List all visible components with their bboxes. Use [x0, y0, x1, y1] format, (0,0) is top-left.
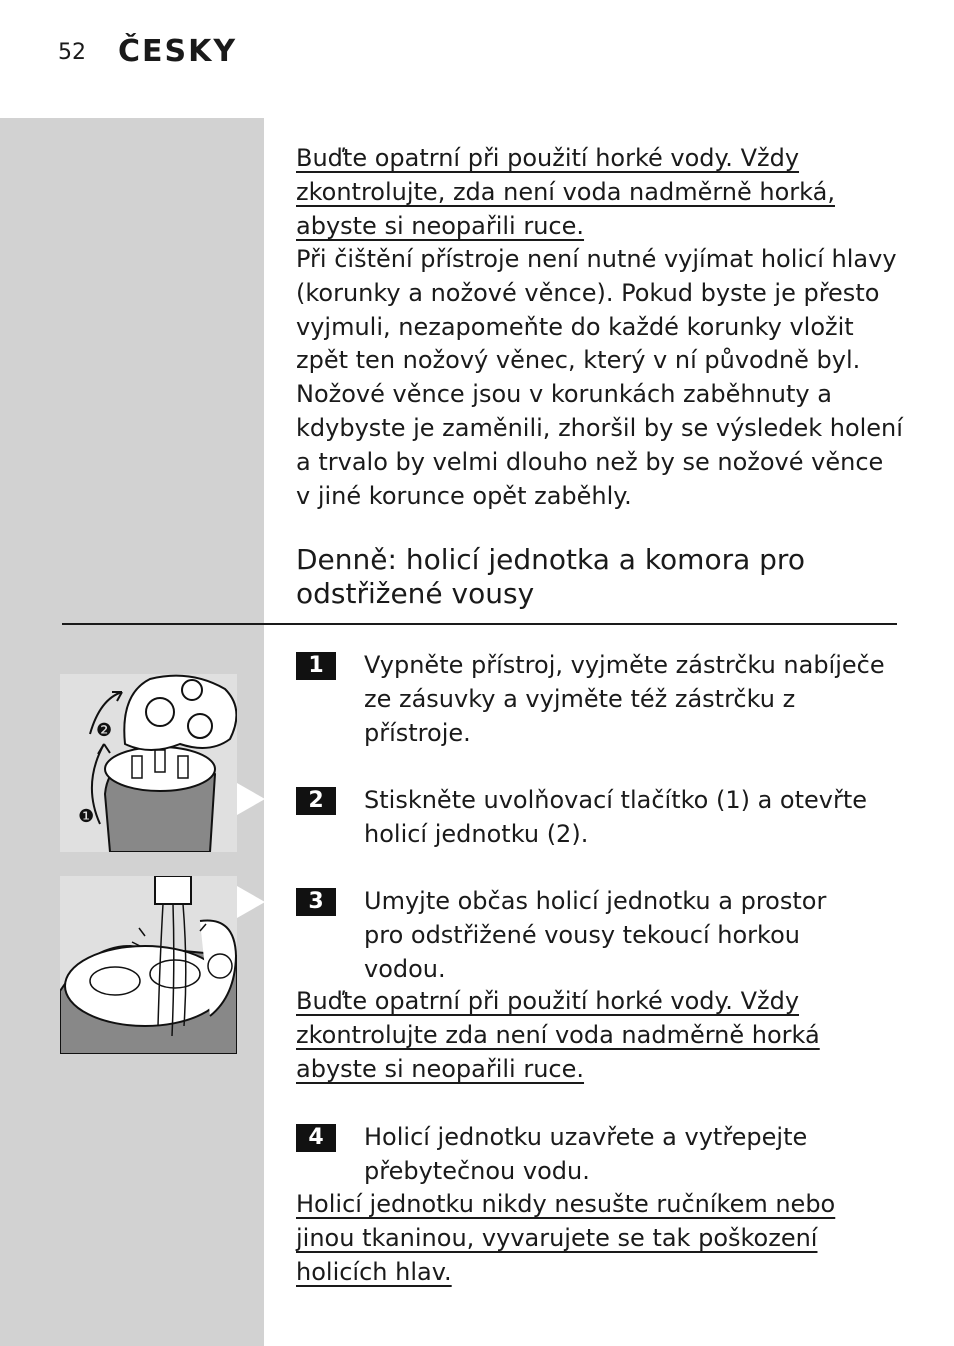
hot-water-warning [296, 142, 896, 243]
illustration-pointer [237, 886, 265, 918]
paragraph-line: (korunky a nožové věnce). Pokud byste je přesto [296, 278, 880, 307]
step-text [364, 1120, 807, 1188]
step-text [364, 884, 826, 986]
step-number: 1 [296, 652, 336, 680]
step-number: 2 [296, 787, 336, 815]
page-number: 52 [58, 40, 86, 65]
step-line: Stiskněte uvolňovací tlačítko (1) a otevřte [364, 786, 868, 814]
section-title: ČESKY [118, 34, 238, 69]
paragraph-line: Při čištění přístroje není nutné vyjímat holicí hlavy [296, 245, 897, 273]
warning-line: zkontrolujte, zda není voda nadměrně horká, [296, 177, 835, 206]
shaver-rinse-drawing [60, 876, 237, 1054]
shaver-open-drawing [60, 674, 237, 852]
paragraph-line: v jiné korunce opět zaběhly. [296, 481, 632, 510]
paragraph-line: Nožové věnce jsou v korunkách zaběhnuty a [296, 380, 832, 409]
warning-line: abyste si neopařili ruce. [296, 211, 585, 240]
hot-water-warning-repeat [296, 985, 896, 1086]
paragraph-line: a trvalo by velmi dlouho než by se nožové věnce [296, 447, 884, 476]
marker-1: ❶ [78, 806, 95, 827]
warning-line: abyste si neopařili ruce. [296, 1054, 585, 1083]
step-line: Holicí jednotku uzavřete a vytřepejte [364, 1123, 808, 1151]
step-line: Vypněte přístroj, vyjměte zástrčku nabíječe [364, 651, 885, 679]
step-line: přístroje. [364, 719, 471, 747]
section-divider [62, 623, 897, 625]
subheading-line: odstřižené vousy [296, 577, 535, 610]
step-line: vodou. [364, 955, 446, 983]
illustration-open-shaving-unit [60, 674, 237, 852]
warning-line: jinou tkaninou, vyvarujete se tak poškození [296, 1223, 818, 1252]
paragraph-line: kdybyste je zaměnili, zhoršil by se výsledek holení [296, 413, 903, 442]
warning-line: Holicí jednotku nikdy nesušte ručníkem nebo [296, 1190, 836, 1218]
step-line: ze zásuvky a vyjměte též zástrčku z [364, 685, 796, 713]
step-text [364, 648, 885, 750]
cutter-note-paragraph [296, 243, 903, 513]
step-line: pro odstřižené vousy tekoucí horkou [364, 921, 800, 949]
subheading-line: Denně: holicí jednotka a komora pro [296, 543, 805, 576]
marker-2: ❷ [96, 720, 113, 741]
illustration-pointer [237, 783, 265, 815]
warning-line: zkontrolujte zda není voda nadměrně horká [296, 1020, 820, 1049]
towel-warning [296, 1188, 896, 1289]
illustration-rinsing-unit [60, 876, 237, 1054]
step-line: přebytečnou vodu. [364, 1157, 590, 1185]
step-text [364, 783, 867, 851]
subheading [296, 543, 896, 611]
step-number: 4 [296, 1124, 336, 1152]
paragraph-line: vyjmuli, nezapomeňte do každé korunky vložit [296, 312, 854, 341]
warning-line: Buďte opatrní při použití horké vody. Vždy [296, 987, 800, 1015]
warning-line: holicích hlav. [296, 1257, 452, 1286]
paragraph-line: zpět ten nožový věnec, který v ní původně byl. [296, 346, 861, 375]
warning-line: Buďte opatrní při použití horké vody. Vždy [296, 144, 800, 172]
step-line: holicí jednotku (2). [364, 820, 589, 848]
step-line: Umyjte občas holicí jednotku a prostor [364, 887, 827, 915]
step-number: 3 [296, 888, 336, 916]
